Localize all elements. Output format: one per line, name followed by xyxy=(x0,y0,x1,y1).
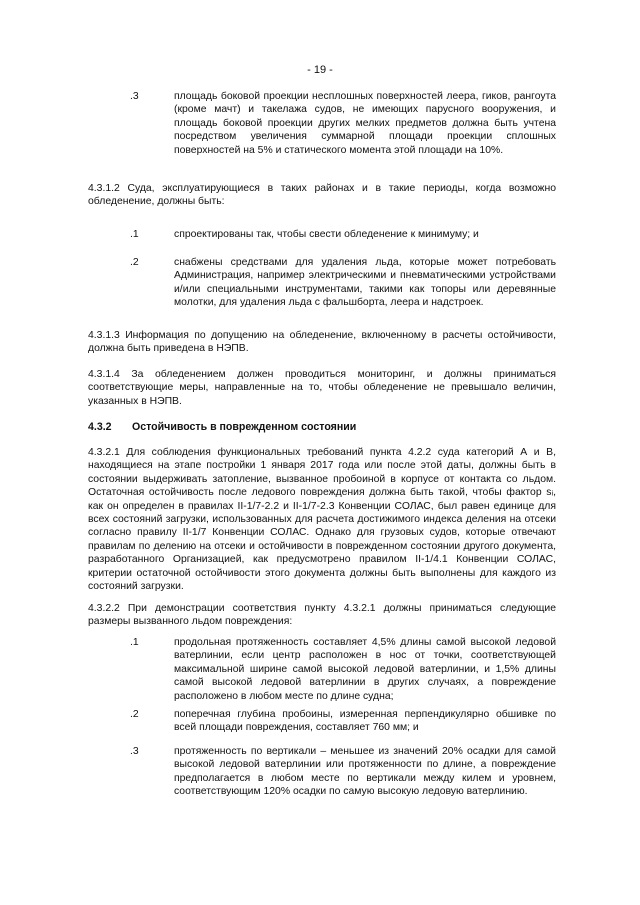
paragraph-4-3-1-3: 4.3.1.3 Информация по допущению на обледенение, включенному в расчеты остойчивости, должна быть приведена в НЭПВ. xyxy=(88,330,556,355)
item-number: .3 xyxy=(130,91,139,102)
section-heading xyxy=(88,421,556,434)
item-text: поперечная глубина пробоины, измеренная перпендикулярно обшивке по всей площади повреждения, составляет 760 мм; и xyxy=(174,709,556,734)
item-text: продольная протяженность составляет 4,5% длины самой высокой ледовой ватерлинии, если центр расположен в нос от точки, соответствующей максимальной ширине самой высокой ледовой ватерлинии, и 1,5% длины самой высокой ледовой ватерлинии в других случаях, а повреждение расположено в любом месте по длине судна; xyxy=(174,637,556,702)
item-number: .3 xyxy=(130,746,139,757)
section-title: Остойчивость в поврежденном состоянии xyxy=(132,421,357,433)
item-number: .1 xyxy=(130,637,139,648)
paragraph-4-3-2-1: 4.3.2.1 Для соблюдения функциональных требований пункта 4.2.2 суда категорий А и В, находящиеся на этапе постройки 1 января 2017 года или после этой даты, должны быть в состоянии выдерживать затопление, вызванное пробоиной в корпусе от контакта со льдом. Остаточная остойчивость после ледового повреждения должна быть такой, чтобы фактор sᵢ, как он определен в правилах II-1/7-2.2 и II-1/7-2.3 Конвенции СОЛАС, был равен единице для всех состояний загрузки, использованных для расчета достижимого индекса деления на отсеки согласно правилу II-1/7 Конвенции СОЛАС. Однако для грузовых судов, которые отвечают правилам по делению на отсеки и остойчивости в поврежденном состоянии другого документа, разработанного Организацией, как предусмотрено правилом II-1/4.1 Конвенции СОЛАС, критерии остаточной остойчивости этого документа должны быть выполнены для каждого из состояний загрузки. xyxy=(88,447,556,593)
item-text: снабжены средствами для удаления льда, которые может потребовать Администрация, например электрическими и пневматическими устройствами и/или специальными инструментами, такими как топоры или деревянные молотки, для удаления льда с фальшборта, леера и надстроек. xyxy=(174,257,556,309)
paragraph-4-3-1-2: 4.3.1.2 Суда, эксплуатирующиеся в таких районах и в такие периоды, когда возможно обледенение, должны быть: xyxy=(88,183,556,208)
item-text: спроектированы так, чтобы свести обледенение к минимуму; и xyxy=(174,229,479,240)
item-number: .2 xyxy=(130,257,139,268)
paragraph-4-3-1-4: 4.3.1.4 За обледенением должен проводиться мониторинг, и должны приниматься соответствующие меры, направленные на то, чтобы обледенение не превышало величин, указанных в НЭПВ. xyxy=(88,369,556,407)
item-number: .1 xyxy=(130,229,139,240)
item-number: .2 xyxy=(130,709,139,720)
item-text: протяженность по вертикали – меньшее из значений 20% осадки для самой высокой ледовой ватерлинии или протяженности по длине, а повреждение предполагается в любом месте по вертикали между килем и уровнем, соответствующим 120% осадки по самую высокую ледовую ватерлинию. xyxy=(174,746,556,798)
section-number: 4.3.2 xyxy=(88,421,112,433)
item-text: площадь боковой проекции несплошных поверхностей леера, гиков, рангоута (кроме мачт) и такелажа судов, не имеющих парусного вооружения, и площадь боковой проекции других мелких предметов должна быть учтена посредством увеличения суммарной площади проекции сплошных поверхностей на 5% и статического момента этой площади на 10%. xyxy=(174,91,556,156)
paragraph-4-3-2-2: 4.3.2.2 При демонстрации соответствия пункту 4.3.2.1 должны приниматься следующие размеры вызванного льдом повреждения: xyxy=(88,603,556,628)
page-number: - 19 - xyxy=(307,64,333,76)
